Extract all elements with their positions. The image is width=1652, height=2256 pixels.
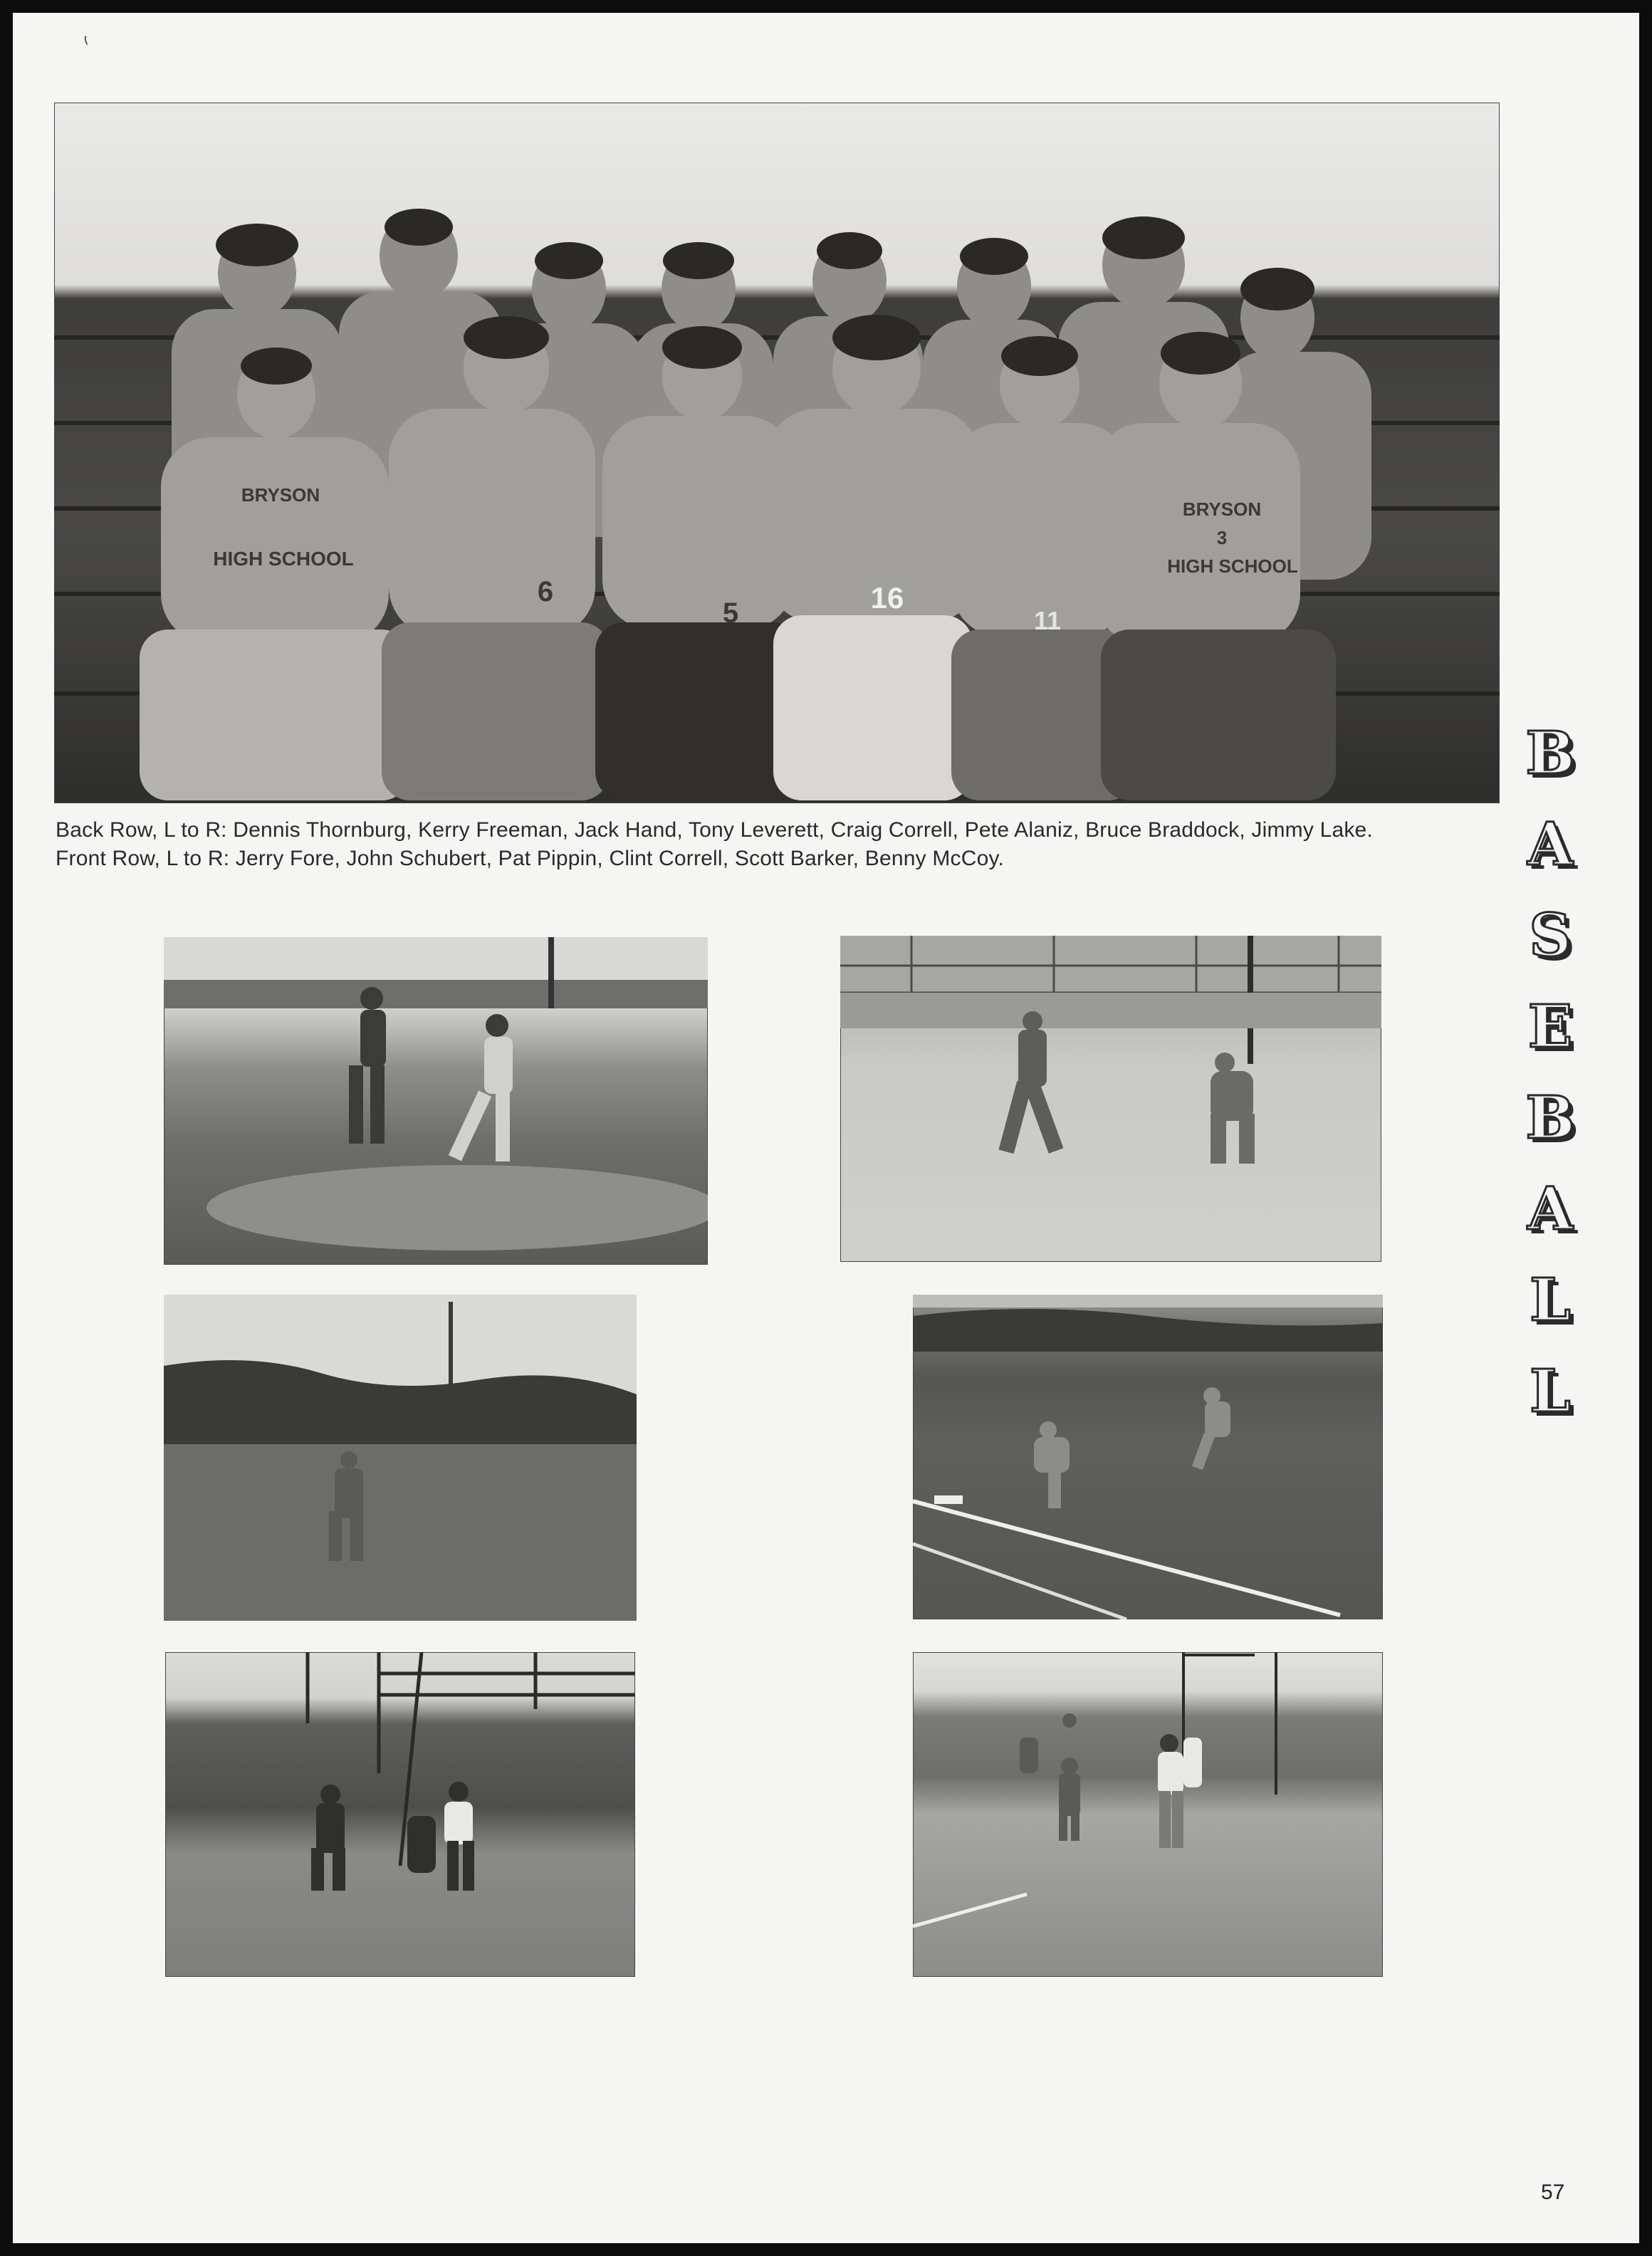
yearbook-page [13,13,1639,2243]
title-letter: L [1530,1357,1571,1426]
game-photo-umpire [913,1652,1383,1977]
baseball-title [1511,708,1589,1437]
jersey-text: HIGH SCHOOL [1167,555,1298,577]
jersey-text: 5 [722,597,739,629]
jersey-text: 6 [537,576,554,607]
title-letter: E [1527,993,1573,1061]
game-photo-fielder [164,1295,637,1621]
title-letter: B [1525,1084,1575,1152]
game-photo-home-plate [165,1652,635,1977]
team-photo [54,103,1500,803]
title-letter: S [1529,902,1572,970]
jersey-text: BRYSON [1182,498,1262,520]
team-photo-caption [56,816,1508,873]
jersey-text: HIGH SCHOOL [213,548,354,570]
title-letter: L [1530,1266,1571,1335]
team-photo-figures [54,103,1500,803]
jersey-text: 3 [1216,527,1228,548]
game-photo-runners [164,937,708,1265]
back-row-caption: Back Row, L to R: Dennis Thornburg, Kerry Freeman, Jack Hand, Tony Leverett, Craig Correll, Pete Alaniz, Bruce Braddock, Jimmy Lake. [56,818,1373,842]
title-letter: B [1525,719,1575,788]
jersey-text: 16 [870,581,904,615]
title-letter: A [1527,810,1573,879]
game-photo-infield [913,1295,1383,1619]
page-number: 57 [1541,2181,1565,2204]
jersey-text: 11 [1033,606,1062,635]
game-photo-batter [840,936,1381,1262]
front-row-caption: Front Row, L to R: Jerry Fore, John Schubert, Pat Pippin, Clint Correll, Scott Barker, Benny McCoy. [56,847,1004,870]
jersey-text: BRYSON [241,484,320,506]
corner-mark [83,29,101,46]
title-letter: A [1527,1175,1573,1243]
